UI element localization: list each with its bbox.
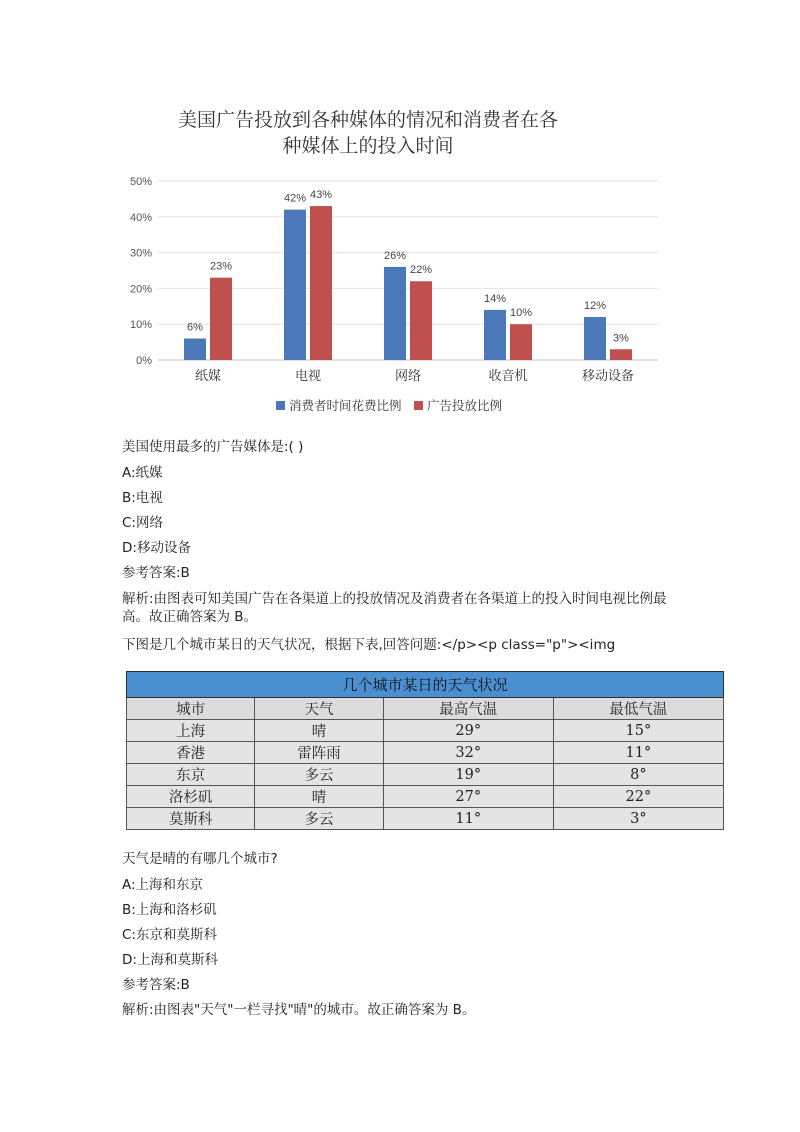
y-tick-label: 10% xyxy=(129,319,152,332)
cell-low-temp: 8° xyxy=(553,764,723,786)
bar xyxy=(484,310,506,360)
cell-high-temp: 11° xyxy=(383,808,553,830)
legend-label: 消费者时间花费比例 xyxy=(289,399,402,413)
bar xyxy=(284,210,306,360)
header-high-temp: 最高气温 xyxy=(383,698,553,720)
cell-low-temp: 3° xyxy=(553,808,723,830)
cell-high-temp: 29° xyxy=(383,720,553,742)
cell-city: 莫斯科 xyxy=(127,808,255,830)
q2-option-c: C:东京和莫斯科 xyxy=(122,927,217,943)
q2-explanation: 解析:由图表"天气"一栏寻找"晴"的城市。故正确答案为 B。 xyxy=(122,1002,476,1018)
cell-weather: 多云 xyxy=(255,764,383,786)
x-tick-label: 收音机 xyxy=(488,368,528,383)
q1-explanation: 解析:由图表可知美国广告在各渠道上的投放情况及消费者在各渠道上的投入时间电视比例最高。故正确答案为 B。 xyxy=(122,591,667,625)
header-low-temp: 最低气温 xyxy=(553,698,723,720)
question-1: 美国使用最多的广告媒体是:( ) xyxy=(122,439,304,455)
data-label: 6% xyxy=(187,321,203,334)
data-label: 43% xyxy=(309,189,333,202)
cell-city: 东京 xyxy=(127,764,255,786)
table-row xyxy=(127,764,724,786)
y-tick-label: 20% xyxy=(129,283,152,296)
cell-weather: 晴 xyxy=(255,786,383,808)
data-label: 3% xyxy=(613,332,629,345)
table-row xyxy=(127,720,724,742)
q1-answer: 参考答案:B xyxy=(122,565,190,581)
q2-option-b: B:上海和洛杉矶 xyxy=(122,902,217,918)
cell-city: 上海 xyxy=(127,720,255,742)
bar xyxy=(310,206,332,360)
legend-label: 广告投放比例 xyxy=(427,399,503,413)
q1-option-b: B:电视 xyxy=(122,490,163,506)
table-caption: 几个城市某日的天气状况 xyxy=(127,672,724,698)
cell-low-temp: 22° xyxy=(553,786,723,808)
q2-option-a: A:上海和东京 xyxy=(122,877,204,893)
cell-weather: 多云 xyxy=(255,808,383,830)
q2-option-d: D:上海和莫斯科 xyxy=(122,952,218,968)
y-tick-label: 40% xyxy=(129,211,152,224)
chart-title: 种媒体上的投入时间 xyxy=(282,136,454,157)
cell-city: 洛杉矶 xyxy=(127,786,255,808)
table-row xyxy=(127,742,724,764)
q2-answer: 参考答案:B xyxy=(122,977,190,993)
data-label: 10% xyxy=(509,307,533,320)
table-row xyxy=(127,808,724,830)
question-2: 天气是晴的有哪几个城市? xyxy=(122,851,278,867)
x-tick-label: 移动设备 xyxy=(581,368,635,383)
cell-weather: 晴 xyxy=(255,720,383,742)
legend-swatch xyxy=(414,401,423,410)
cell-high-temp: 27° xyxy=(383,786,553,808)
bar xyxy=(184,339,206,360)
table-header-row xyxy=(127,698,724,720)
table-row xyxy=(127,786,724,808)
q2-intro: 下图是几个城市某日的天气状况，根据下表,回答问题:</p><p class="p"><img xyxy=(122,637,616,653)
weather-table xyxy=(126,671,724,830)
header-weather: 天气 xyxy=(255,698,383,720)
bar xyxy=(584,317,606,360)
cell-low-temp: 15° xyxy=(553,720,723,742)
bar xyxy=(384,267,406,360)
q1-option-a: A:纸媒 xyxy=(122,465,163,481)
data-label: 14% xyxy=(483,292,507,305)
bar xyxy=(210,278,232,360)
data-label: 26% xyxy=(383,249,407,262)
cell-high-temp: 19° xyxy=(383,764,553,786)
x-tick-label: 纸媒 xyxy=(194,368,222,383)
x-tick-label: 电视 xyxy=(294,368,322,383)
bar xyxy=(410,281,432,360)
header-city: 城市 xyxy=(127,698,255,720)
x-tick-label: 网络 xyxy=(394,368,422,383)
q1-option-c: C:网络 xyxy=(122,515,163,531)
bar xyxy=(610,349,632,360)
y-tick-label: 30% xyxy=(129,247,152,260)
cell-high-temp: 32° xyxy=(383,742,553,764)
y-tick-label: 0% xyxy=(136,355,152,367)
data-label: 12% xyxy=(583,300,607,313)
legend-swatch xyxy=(276,401,285,410)
data-label: 23% xyxy=(209,260,233,273)
chart-title: 美国广告投放到各种媒体的情况和消费者在各 xyxy=(177,110,559,131)
q1-option-d: D:移动设备 xyxy=(122,540,191,556)
cell-weather: 雷阵雨 xyxy=(255,742,383,764)
cell-city: 香港 xyxy=(127,742,255,764)
data-label: 42% xyxy=(283,192,307,205)
bar xyxy=(510,324,532,360)
data-label: 22% xyxy=(409,264,433,277)
bar-chart xyxy=(118,96,678,430)
cell-low-temp: 11° xyxy=(553,742,723,764)
y-tick-label: 50% xyxy=(129,176,152,188)
